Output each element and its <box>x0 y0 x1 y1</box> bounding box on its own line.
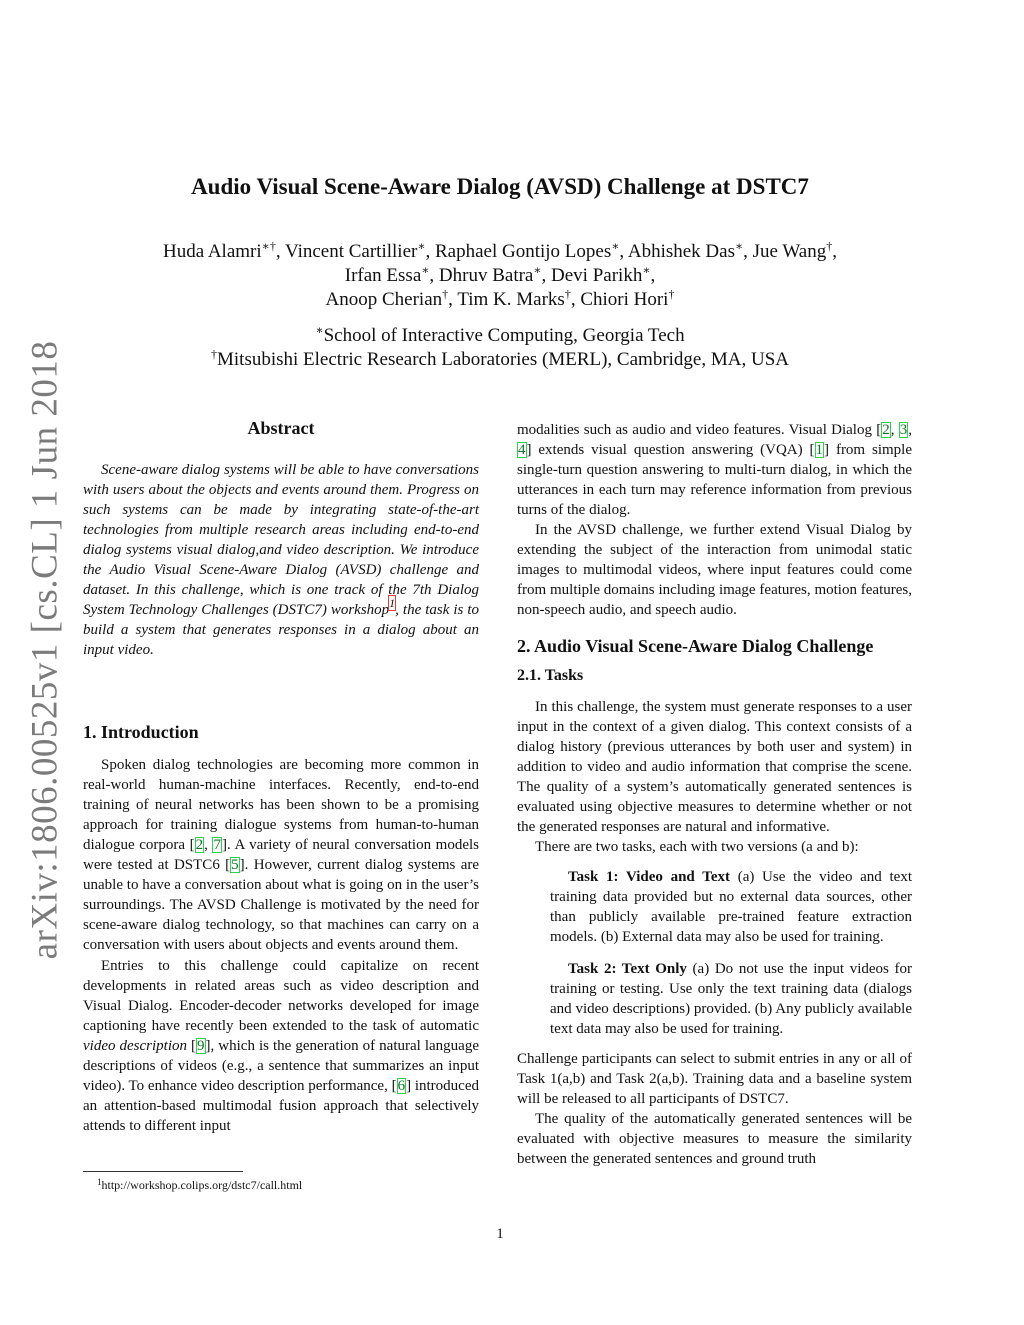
affil-mark: ∗ <box>421 263 430 277</box>
right-column <box>517 420 912 1169</box>
footnote-rule <box>83 1171 243 1172</box>
affil-mark: † <box>442 287 449 301</box>
citation-link[interactable]: 7 <box>213 837 221 853</box>
task-1-label: Task 1: Video and Text <box>568 869 730 885</box>
abstract-text: Scene-aware dialog systems will be able to have conversations with users about the objects and events around them. Progress on such systems can be made by integrating state-of-the-art technologies from multiple research areas including end-to-end dialog systems visual dialog,and video description. We introduce the Audio Visual Scene-Aware Dialog (AVSD) challenge and dataset. In this challenge, which is one track of the 7th Dialog System Technology Challenges (DSTC7) workshop <box>83 462 479 618</box>
affil-mark: ∗ <box>642 263 651 277</box>
author: Jue Wang <box>752 241 827 262</box>
affil-mark: † <box>668 287 675 301</box>
introduction-heading: 1. Introduction <box>83 722 199 742</box>
affil-mark: † <box>826 239 833 253</box>
author: Devi Parikh <box>551 265 643 286</box>
author: Anoop Cherian <box>325 289 443 310</box>
footnote <box>83 1178 479 1192</box>
text: [ <box>187 1038 197 1054</box>
author: Abhishek Das <box>627 241 735 262</box>
affil-mark: † <box>564 287 571 301</box>
author: Raphael Gontijo Lopes <box>435 241 612 262</box>
footnote-ref[interactable]: 1 <box>389 596 396 610</box>
text: Entries to this challenge could capitalize on recent developments in related areas such as video description and Visual Dialog. Encoder-decoder networks developed for image captioning have recently been extended to the task of automatic <box>83 958 479 1034</box>
task-2-item <box>517 959 912 1039</box>
affiliation <box>0 348 1000 372</box>
affil-mark: ∗† <box>261 239 276 253</box>
right-paragraph-1: modalities such as audio and video features. Visual Dialog [2, 3, 4] extends visual question answering (VQA) [1] from simple single-turn question answering to multi-turn dialog, in which the utterances in each turn may reference information from previous turns of the dialog. <box>517 422 913 518</box>
citation-link[interactable]: 2 <box>195 837 204 853</box>
affil-mark: ∗ <box>735 239 744 253</box>
text: modalities such as audio and video features. Visual Dialog [ <box>517 422 882 438</box>
abstract-paragraph <box>83 460 479 660</box>
citation-link[interactable]: 2 <box>882 422 890 438</box>
tasks-paragraph: In this challenge, the system must generate responses to a user input in the context of a given dialog. This context consists of a dialog history (previous utterances by both user and system) in addition to video and audio information that comprise the scene. The quality of a system’s automatically generated sentences is evaluated using objective measures to determine whether or not the generated responses are natural and informative. <box>517 699 912 835</box>
affiliation-text: Mitsubishi Electric Research Laboratories (MERL), Cambridge, MA, USA <box>217 349 789 370</box>
text: Spoken dialog technologies are becoming more common in real-world human-machine interfaces. Recently, end-to-end training of neural networks has been shown to be a promising approach for training dialogue systems from human-to-human dialogue corpora [ <box>83 757 479 853</box>
abstract-body <box>83 460 479 660</box>
citation-link[interactable]: 9 <box>197 1038 205 1054</box>
evaluation-paragraph: The quality of the automatically generated sentences will be evaluated with objective measures to measure the similarity between the generated sentences and ground truth <box>517 1111 912 1167</box>
text: ]. A variety of neural conversation models were tested at DSTC6 [ <box>83 837 480 873</box>
author: Vincent Cartillier <box>285 241 418 262</box>
section-2-1-heading: 2.1. Tasks <box>517 667 584 684</box>
affil-mark: ∗ <box>417 239 426 253</box>
footnote-mark: 1 <box>97 1177 102 1187</box>
affiliation <box>0 324 1000 348</box>
paper-title: Audio Visual Scene-Aware Dialog (AVSD) Challenge at DSTC7 <box>191 174 809 199</box>
intro-paragraph-2 <box>83 956 479 1136</box>
abstract-heading: Abstract <box>247 418 315 438</box>
footnote-url[interactable]: http://workshop.colips.org/dstc7/call.html <box>101 1178 303 1192</box>
text: ]. However, current dialog systems are unable to have a conversation about what is going on in the user’s surroundings. The AVSD Challenge is motivated by the need for scene-aware dialog technology, so that machines can carry on a conversation with users about objects and events around them. <box>83 857 480 953</box>
text: ] introduced an attention-based multimodal fusion approach that selectively attends to different input <box>83 1078 479 1134</box>
author-line-2: Irfan Essa∗, Dhruv Batra∗, Devi Parikh∗, <box>344 263 656 286</box>
author: Chiori Hori <box>580 289 669 310</box>
citation-link[interactable]: 5 <box>231 857 239 873</box>
citation-link[interactable]: 4 <box>518 442 526 458</box>
author: Irfan Essa <box>344 265 422 286</box>
author: Dhruv Batra <box>438 265 534 286</box>
tasks-intro: There are two tasks, each with two versions (a and b): <box>535 839 859 855</box>
participants-paragraph: Challenge participants can select to submit entries in any or all of Task 1(a,b) and Task 2(a,b). Training data and a baseline system will be released to all participants of DSTC7. <box>517 1051 912 1107</box>
citation-link[interactable]: 3 <box>899 422 908 438</box>
abstract-text: , the task is to build a system that generates responses in a dialog about an input video. <box>83 602 479 658</box>
text: ] extends visual question answering (VQA) [ <box>526 442 815 458</box>
citation-link[interactable]: 6 <box>397 1078 406 1094</box>
affil-mark: † <box>211 347 217 361</box>
section-2-heading: 2. Audio Visual Scene-Aware Dialog Challenge <box>517 636 874 656</box>
text: ], which is the generation of natural language descriptions of videos (e.g., a sentence that summarizes an input video). To enhance video description performance, [ <box>83 1038 479 1094</box>
right-paragraph-2: In the AVSD challenge, we further extend Visual Dialog by extending the subject of the interaction from unimodal static images to multimodal videos, where input features could come from multiple domains including image features, motion features, non-speech audio, and speech audio. <box>517 522 912 618</box>
author-list <box>0 240 1000 312</box>
task-2-text: (a) Do not use the input videos for training or testing. Use only the text training data (dialogs and video descriptions) provided. (b) Any publicly available text data may also be used for training. <box>550 961 912 1037</box>
text: ] from simple single-turn question answering to multi-turn dialog, in which the utterances in each turn may reference information from previous turns of the dialog. <box>517 442 913 518</box>
task-1-item <box>517 867 912 947</box>
affiliations <box>0 324 1000 372</box>
affil-mark: ∗ <box>315 323 324 337</box>
introduction-section <box>83 722 479 1136</box>
author: Tim K. Marks <box>457 289 565 310</box>
intro-paragraph-1: Spoken dialog technologies are becoming more common in real-world human-machine interfaces. Recently, end-to-end training of neural networks has been shown to be a promising approach for training dialogue systems from human-to-human dialogue corpora [2, 7]. A variety of neural conversation models were tested at DSTC6 [5]. However, current dialog systems are unable to have a conversation about what is going on in the user’s surroundings. The AVSD Challenge is motivated by the need for scene-aware dialog technology, so that machines can carry on a conversation with users about objects and events around them. <box>83 757 480 953</box>
author: Huda Alamri <box>162 241 262 262</box>
citation-link[interactable]: 1 <box>815 442 824 458</box>
author-line-1: Huda Alamri∗†, Vincent Cartillier∗, Raphael Gontijo Lopes∗, Abhishek Das∗, Jue Wang†, <box>162 239 837 262</box>
arxiv-stamp-text: arXiv:1806.00525v1 [cs.CL] 1 Jun 2018 <box>24 340 66 960</box>
page-number: 1 <box>496 1226 504 1242</box>
arxiv-stamp <box>16 340 74 960</box>
author-line-3: Anoop Cherian†, Tim K. Marks†, Chiori Hori† <box>325 287 675 310</box>
affil-mark: ∗ <box>533 263 542 277</box>
task-1-text: (a) Use the video and text training data provided but no external data sources, other than publicly available pre-trained feature extraction models. (b) External data may also be used for training. <box>550 869 913 945</box>
affil-mark: ∗ <box>611 239 620 253</box>
emphasis: video description <box>83 1038 187 1054</box>
task-2-label: Task 2: Text Only <box>568 961 687 977</box>
affiliation-text: School of Interactive Computing, Georgia Tech <box>323 325 685 346</box>
